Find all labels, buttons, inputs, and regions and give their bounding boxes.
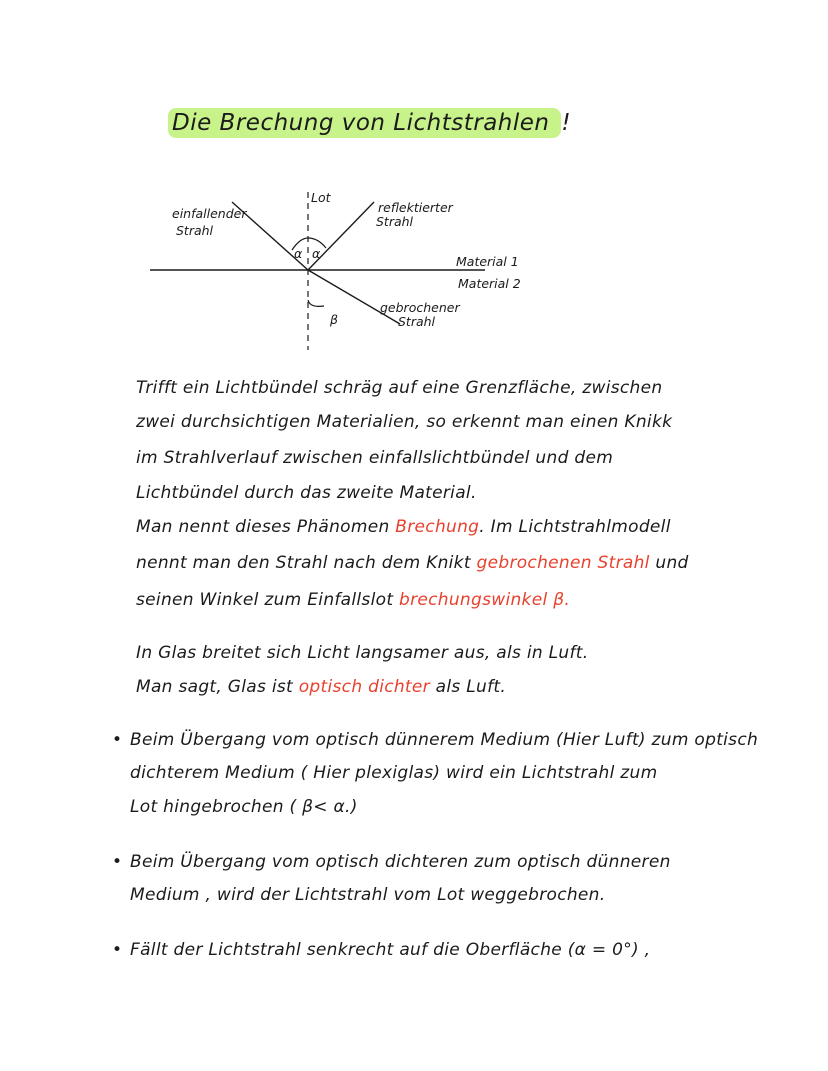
para1-line6 xyxy=(136,553,689,573)
para1-line6-a: nennt man den Strahl nach dem Knikt xyxy=(136,553,477,573)
bullet2-line1: Beim Übergang vom optisch dichteren zum optisch dünneren xyxy=(130,852,671,872)
bullet1-line2: dichterem Medium ( Hier plexiglas) wird ein Lichtstrahl zum xyxy=(130,763,658,783)
term-brechung: Brechung xyxy=(395,517,480,537)
term-optisch-dichter: optisch dichter xyxy=(298,677,430,697)
label-incident-1: einfallender xyxy=(172,206,247,221)
label-material-1: Material 1 xyxy=(456,254,519,269)
bullet2-line2: Medium , wird der Lichtstrahl vom Lot weggebrochen. xyxy=(130,885,606,905)
page-title xyxy=(168,110,571,136)
para1-line2: zwei durchsichtigen Materialien, so erkennt man einen Knikk xyxy=(136,412,673,432)
label-reflected-2: Strahl xyxy=(376,214,414,229)
label-alpha-right: α xyxy=(312,246,321,261)
label-alpha-left: α xyxy=(294,246,303,261)
title-suffix: ! xyxy=(561,110,572,136)
bullet-dot-3: • xyxy=(112,940,123,960)
para2-line2 xyxy=(136,677,506,697)
para1-line5-a: Man nennt dieses Phänomen xyxy=(136,517,396,537)
para1-line3: im Strahlverlauf zwischen einfallslichtbündel und dem xyxy=(136,448,614,468)
bullet3-line1: Fällt der Lichtstrahl senkrecht auf die Oberfläche (α = 0°) , xyxy=(130,940,651,960)
para1-line7-a: seinen Winkel zum Einfallslot xyxy=(136,590,399,610)
para1-line5-c: . Im Lichtstrahlmodell xyxy=(479,517,671,537)
refracted-ray xyxy=(308,270,400,324)
bullet-dot-1: • xyxy=(112,730,123,750)
para1-line1: Trifft ein Lichtbündel schräg auf eine Grenzfläche, zwischen xyxy=(136,378,663,398)
para2-line1: In Glas breitet sich Licht langsamer aus, als in Luft. xyxy=(136,643,589,663)
label-beta: β xyxy=(330,312,338,327)
term-brechungswinkel: brechungswinkel β. xyxy=(399,590,571,610)
para1-line7 xyxy=(136,590,570,610)
title-highlight xyxy=(168,108,561,138)
para2-line2-c: als Luft. xyxy=(429,677,507,697)
refraction-diagram xyxy=(140,180,560,360)
label-material-2: Material 2 xyxy=(458,276,521,291)
bullet1-line3: Lot hingebrochen ( β< α.) xyxy=(130,797,358,817)
beta-arc xyxy=(308,300,324,306)
label-incident-2: Strahl xyxy=(176,223,214,238)
label-lot: Lot xyxy=(311,190,331,205)
para2-line2-a: Man sagt, Glas ist xyxy=(136,677,299,697)
term-gebrochener-strahl: gebrochenen Strahl xyxy=(476,553,650,573)
para1-line5 xyxy=(136,517,671,537)
label-refracted-1: gebrochener xyxy=(380,300,460,315)
para1-line6-c: und xyxy=(649,553,689,573)
label-reflected-1: reflektierter xyxy=(378,200,453,215)
bullet1-line1: Beim Übergang vom optisch dünnerem Medium (Hier Luft) zum optisch xyxy=(130,730,759,750)
title-text: Die Brechung von Lichtstrahlen xyxy=(172,110,550,136)
label-refracted-2: Strahl xyxy=(398,314,436,329)
para1-line4: Lichtbündel durch das zweite Material. xyxy=(136,483,477,503)
bullet-dot-2: • xyxy=(112,852,123,872)
refraction-svg xyxy=(140,180,560,360)
